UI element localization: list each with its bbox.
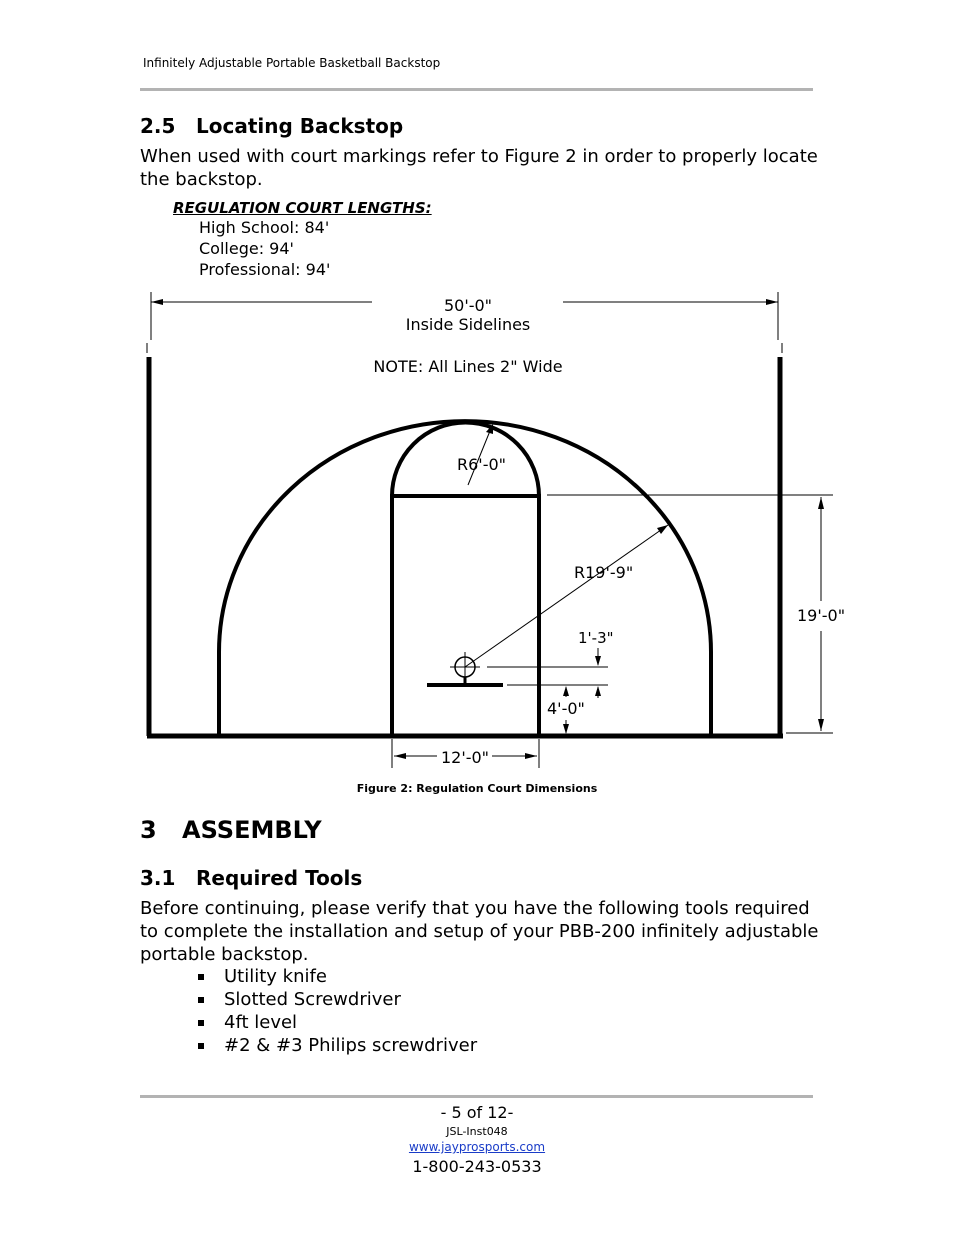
arrow-right xyxy=(766,299,778,305)
document-header-title: Infinitely Adjustable Portable Basketball Backstop xyxy=(143,56,441,70)
list-item: 4ft level xyxy=(196,1011,477,1034)
large-radius-line xyxy=(465,525,668,667)
dim-19-arrow-up xyxy=(818,497,824,509)
required-tools-list xyxy=(196,965,477,1057)
dim-4-arrow-down xyxy=(563,724,569,734)
court-lengths-title: REGULATION COURT LENGTHS: xyxy=(173,199,432,217)
list-item: #2 & #3 Philips screwdriver xyxy=(196,1034,477,1057)
figure-caption: Figure 2: Regulation Court Dimensions xyxy=(356,782,598,795)
dim-12-arrow-right xyxy=(525,753,537,759)
section-2-5-title: Locating Backstop xyxy=(196,114,404,138)
section-3-1-text xyxy=(140,897,819,966)
section-3-1-heading xyxy=(140,866,362,890)
large-radius-arrow xyxy=(657,525,668,534)
dim-12-label: 12'-0" xyxy=(440,748,490,767)
dim-4-label: 4'-0" xyxy=(547,699,585,718)
large-radius-label: R19'-9" xyxy=(574,563,634,582)
section-3-1-text-line: portable backstop. xyxy=(140,944,309,965)
section-3-1-number: 3.1 xyxy=(140,866,176,890)
court-length-college: College: 94' xyxy=(199,239,294,258)
phone-number: 1-800-243-0533 xyxy=(412,1157,542,1176)
page-number: - 5 of 12- xyxy=(440,1103,514,1122)
website-row xyxy=(0,1140,954,1154)
dim-15-label: 1'-3" xyxy=(578,629,614,647)
list-item: Slotted Screwdriver xyxy=(196,988,477,1011)
dim-12-arrow-left xyxy=(394,753,406,759)
dim-15-arrow-up xyxy=(595,686,601,696)
lines-note: NOTE: All Lines 2" Wide xyxy=(373,357,563,376)
section-3-1-text-line: to complete the installation and setup of your PBB-200 infinitely adjustable xyxy=(140,921,819,942)
footer-rule xyxy=(140,1095,813,1098)
website-link[interactable]: www.jayprosports.com xyxy=(408,1140,546,1154)
section-3-heading xyxy=(140,816,322,844)
dim-19-label: 19'-0" xyxy=(797,606,846,625)
section-3-1-title: Required Tools xyxy=(196,866,363,890)
list-item: Utility knife xyxy=(196,965,477,988)
dim-15-arrow-down xyxy=(595,656,601,666)
court-length-high-school: High School: 84' xyxy=(199,218,330,237)
width-dimension-sublabel: Inside Sidelines xyxy=(405,315,531,334)
section-2-5-text: When used with court markings refer to Figure 2 in order to properly locate the backstop. xyxy=(140,146,818,190)
section-3-1-text-line: Before continuing, please verify that you have the following tools required xyxy=(140,898,810,919)
small-radius-label: R6'-0" xyxy=(457,455,507,474)
court-length-professional: Professional: 94' xyxy=(199,260,331,279)
dim-19-arrow-down xyxy=(818,719,824,731)
section-3-title: ASSEMBLY xyxy=(182,816,322,844)
arrow-left xyxy=(151,299,163,305)
document-id: JSL-Inst048 xyxy=(446,1125,508,1138)
section-2-5-number: 2.5 xyxy=(140,114,176,138)
dim-4-arrow-up xyxy=(563,686,569,696)
section-3-number: 3 xyxy=(140,816,157,844)
width-dimension-label: 50'-0" xyxy=(443,296,493,315)
